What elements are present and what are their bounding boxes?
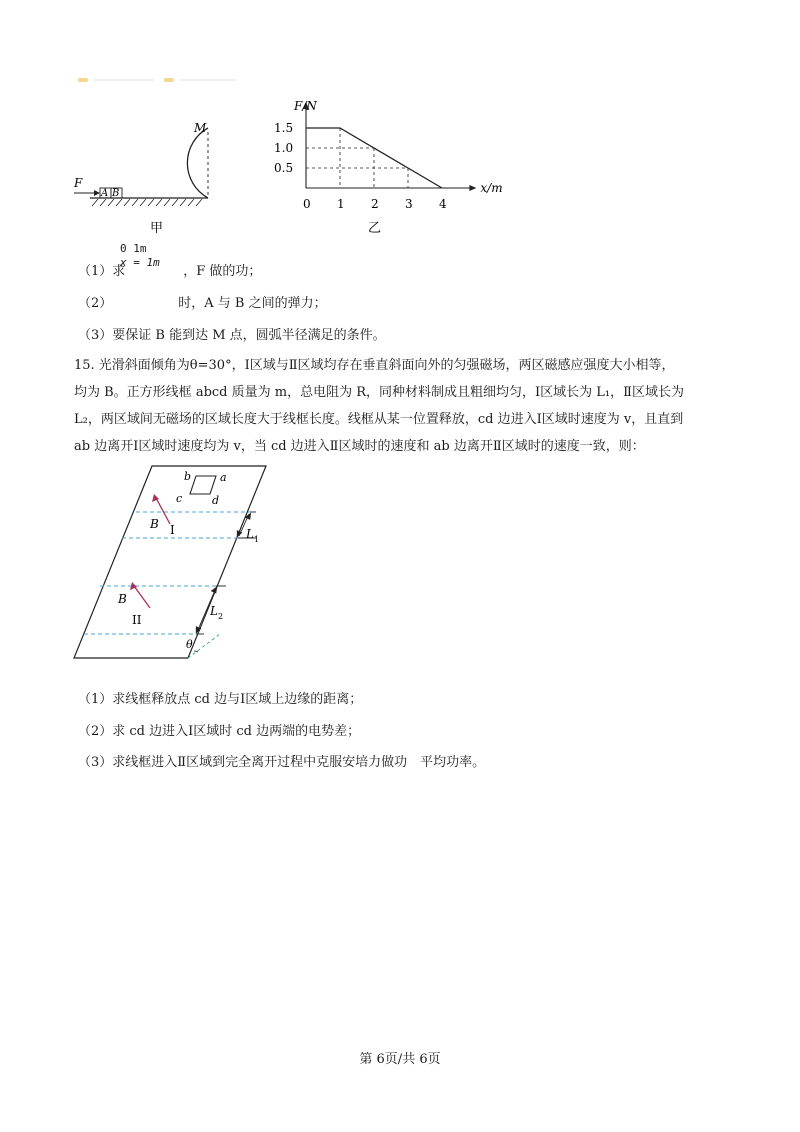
y-tick-label: 0.5 [274,161,294,175]
q15-line-2: 均为 B。正方形线框 abcd 质量为 m，总电阻为 R，同种材料制成且粗细均匀，Ⅰ区域长为 L₁，Ⅱ区域长为 [74,385,684,400]
x-tick-label: 4 [439,197,447,211]
region-2-label: II [132,613,142,627]
block-b-label: B [112,188,120,199]
y-axis-label: F/N [294,99,317,113]
q14-part1-prefix: （1）求 [78,264,126,279]
l1-label: L [246,527,254,541]
q15-stem [74,352,734,460]
q15-part1: （1）求线框释放点 cd 边与Ⅰ区域上边缘的距离； [78,692,363,707]
vertex-c-label: c [176,492,183,505]
block-a-label: A [101,188,109,199]
page-footer: 第 6页/共 6页 [359,1052,441,1067]
vertex-b-label: b [184,470,192,483]
figure-jia-caption: 甲 [150,221,164,236]
figure-incline [70,462,270,662]
q15-part2: （2）求 cd 边进入Ⅰ区域时 cd 边两端的电势差； [78,724,361,739]
y-tick-label: 1.0 [274,141,294,155]
x-tick-label: 2 [371,197,379,211]
stack-bottom: x = 1m [120,256,160,269]
q15-line-3: L₂，两区域间无磁场的区域长度大于线框长度。线框从某一位置释放，cd 边进入Ⅰ区域时速度为 v，且直到 [74,412,684,427]
b-field-label-1: B [150,517,159,531]
q14-part3: （3）要保证 B 能到达 M 点，圆弧半径满足的条件。 [78,328,386,343]
l2-label: L [210,604,218,618]
figure-yi-chart [270,84,510,234]
region-1-label: I [170,523,175,537]
q15-line-1: 15. 光滑斜面倾角为θ=30°，Ⅰ区域与Ⅱ区域均存在垂直斜面向外的匀强磁场，两区磁感应强度大小相等， [74,358,675,373]
theta-label: θ [186,638,193,651]
q15-line-4: ab 边离开Ⅰ区域时速度均为 v，当 cd 边进入Ⅱ区域时的速度和 ab 边离开Ⅱ区域时的速度一致，则： [74,439,645,454]
vertex-d-label: d [212,494,220,507]
x-axis-arrow [469,185,476,191]
q14-part2 [78,295,327,313]
stack-top: 0 1m [120,242,147,255]
q14-part2-prefix: （2） [78,296,113,311]
x-axis-label: x/m [480,181,503,195]
l1-subscript: 1 [254,535,260,544]
q14-part1-suffix: ，F 做的功； [183,264,262,279]
x-tick-label: 0 [303,197,311,211]
l2-subscript: 2 [218,612,224,621]
figure-jia [70,110,270,240]
y-tick-label: 1.5 [274,121,294,135]
header-remnant [78,76,238,84]
vertex-a-label: a [220,471,227,484]
x-tick-label: 1 [337,197,345,211]
x-tick-label: 3 [405,197,413,211]
q14-part1 [78,263,261,281]
b-field-label-2: B [118,592,127,606]
point-m-label: M [194,121,207,135]
force-label: F [74,176,83,190]
q14-part2-suffix: 时，A 与 B 之间的弹力； [178,296,327,311]
q15-part3: （3）求线框进入Ⅱ区域到完全离开过程中克服安培力做功 平均功率。 [78,755,486,770]
figure-yi-caption: 乙 [368,221,382,234]
